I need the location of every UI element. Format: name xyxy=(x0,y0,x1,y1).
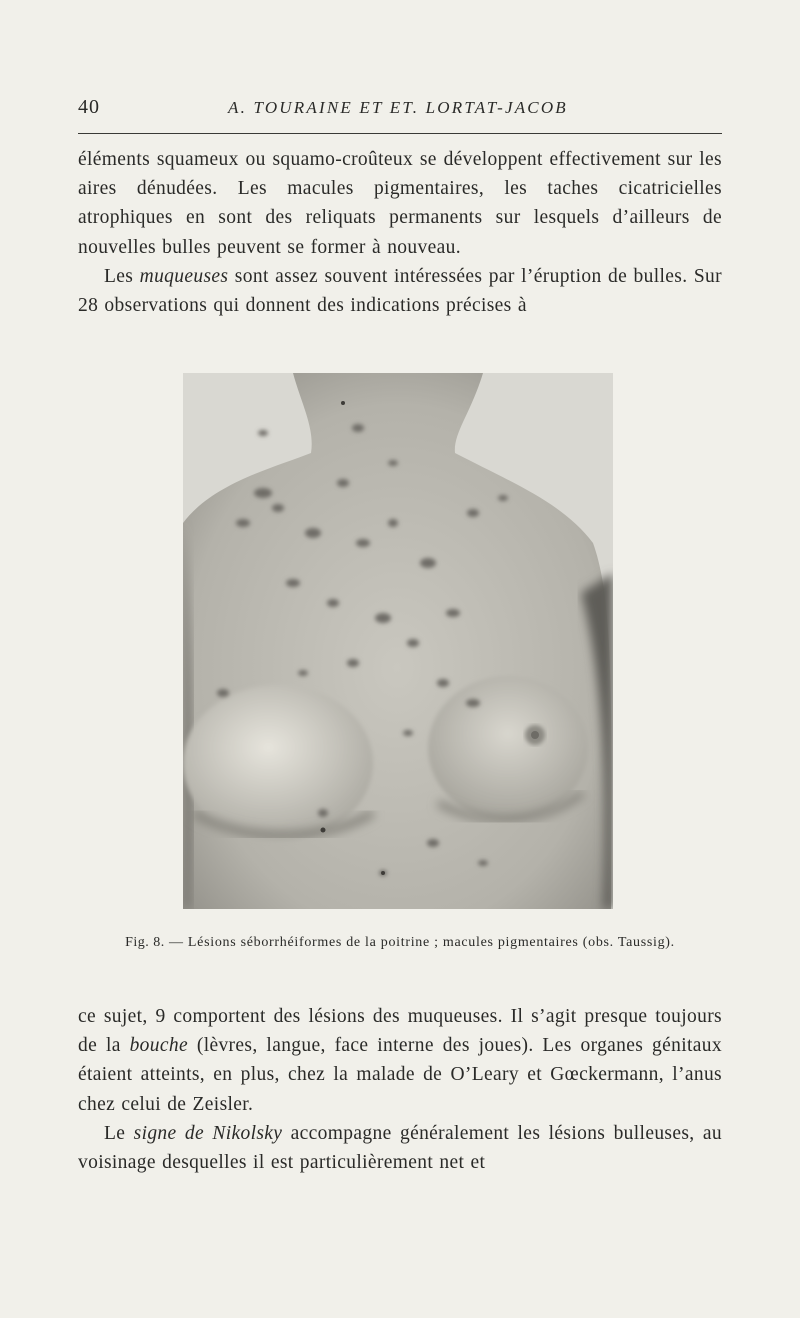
text-block-top xyxy=(78,145,722,320)
figure-caption-text: — Lésions séborrhéiformes de la poitrine ; macules pigmentaires (obs. Taussig). xyxy=(164,935,675,950)
paragraph-2-end: sont assez souvent intéressées par l’éruption de bulles. Sur 28 observations qui donnent des indications précises à xyxy=(78,265,722,317)
paragraph-continued xyxy=(78,145,722,262)
running-head xyxy=(78,96,722,128)
paragraph-4-end: accompagne généralement les lésions bulleuses, au voisinage desquelles il est particulièrement net et xyxy=(78,1122,722,1174)
term-muqueuses: muqueuses xyxy=(139,265,229,287)
paragraph-3-start: ce sujet, 9 comportent des lésions des muqueuses. Il s’agit presque toujours de la xyxy=(78,1006,722,1057)
paragraph-2-start: Les xyxy=(104,265,140,287)
paragraph-4-start: Le xyxy=(104,1122,134,1144)
running-title: A. TOURAINE ET ET. LORTAT-JACOB xyxy=(228,98,568,117)
term-bouche: bouche xyxy=(129,1035,188,1057)
term-nikolsky: signe de Nikolsky xyxy=(133,1122,283,1144)
chest-photograph xyxy=(183,373,613,909)
page-number: 40 xyxy=(78,96,100,118)
paragraph-3-end: (lèvres, langue, face interne des joues). Les organes génitaux étaient atteints, en plus, chez la malade de O’Leary et Gœckermann, l’anus chez celui de Zeisler. xyxy=(78,1035,723,1115)
paragraph-continuation xyxy=(78,1002,722,1119)
paragraph-mucous xyxy=(78,262,722,320)
paragraph-1-text: éléments squameux ou squamo-croûteux se développent effectivement sur les aires dénudées. Les macules pigmentaires, les taches cicatricielles atrophiques en sont des reliquats permanents sur lesquels d’ailleurs de nouvelles bulles peuvent se former à nouveau. xyxy=(78,149,722,258)
paragraph-nikolsky xyxy=(78,1119,722,1177)
figure-photograph xyxy=(183,373,613,909)
figure-label: Fig. 8. xyxy=(125,935,165,950)
figure-caption xyxy=(110,932,690,953)
header-rule xyxy=(78,133,722,134)
text-block-bottom xyxy=(78,1002,722,1177)
